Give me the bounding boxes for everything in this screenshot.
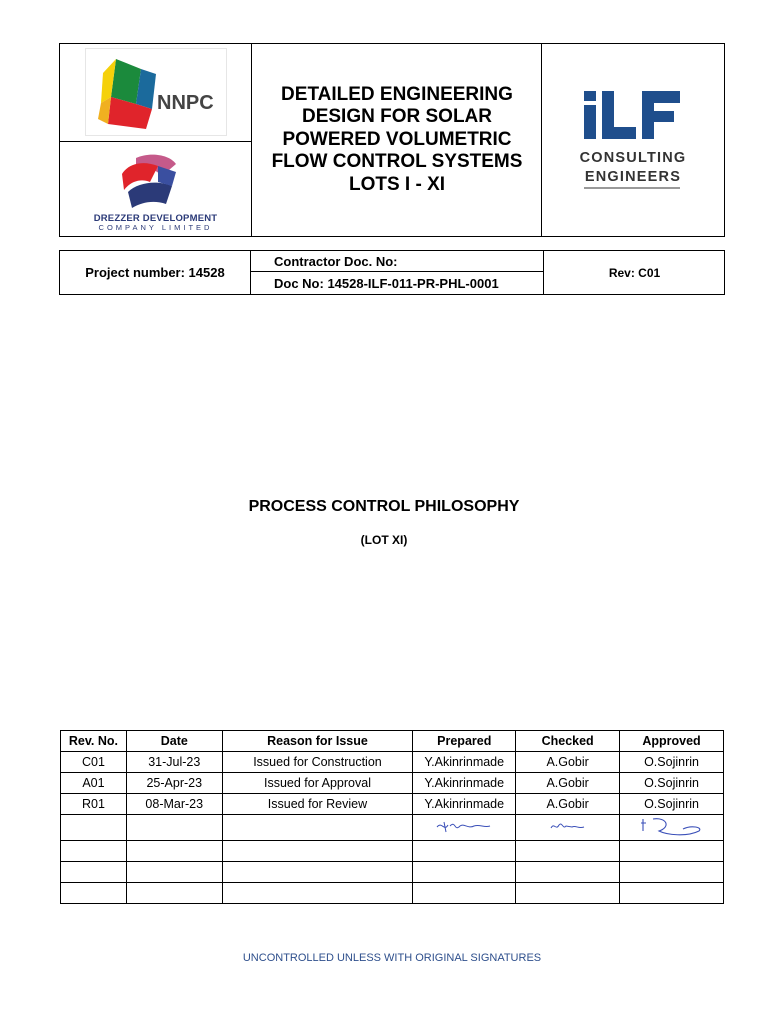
checked-signature-cell [516, 815, 620, 841]
revision-label: Rev: C01 [543, 251, 725, 294]
drezzer-company-name: DREZZER DEVELOPMENT [93, 213, 218, 224]
cell-reason: Issued for Review [222, 794, 413, 815]
doc-number: Doc No: 14528-ILF-011-PR-PHL-0001 [274, 276, 499, 291]
table-row-empty [61, 883, 724, 904]
title-line: LOTS I - XI [348, 173, 446, 195]
drezzer-logo-icon [114, 152, 184, 212]
document-subtitle: (LOT XI) [360, 533, 408, 547]
cell-prepared: Y.Akinrinmade [413, 752, 516, 773]
approved-signature-icon [637, 815, 707, 837]
project-number: Project number: 14528 [60, 251, 251, 294]
approved-signature-cell [620, 815, 724, 841]
table-row-empty [61, 841, 724, 862]
document-title: PROCESS CONTROL PHILOSOPHY [248, 498, 520, 515]
title-line: FLOW CONTROL SYSTEMS [271, 151, 523, 173]
drezzer-company-suffix: COMPANY LIMITED [98, 223, 213, 232]
cell-checked: A.Gobir [516, 773, 620, 794]
empty-cell [126, 815, 222, 841]
ilf-engineers-text: ENGINEERS [584, 169, 682, 185]
cell-prepared: Y.Akinrinmade [413, 794, 516, 815]
table-header-row [61, 731, 724, 752]
nnpc-logo-text: NNPC [157, 92, 214, 114]
table-row-empty [61, 862, 724, 883]
ilf-logo-cell [541, 44, 724, 236]
col-header-prepared: Prepared [413, 731, 516, 752]
cell-reason: Issued for Approval [222, 773, 413, 794]
project-title-cell [252, 44, 542, 236]
title-line: POWERED VOLUMETRIC [282, 128, 512, 150]
cell-date: 08-Mar-23 [126, 794, 222, 815]
prepared-signature-cell [413, 815, 516, 841]
table-row [61, 773, 724, 794]
project-info-row [59, 250, 725, 295]
nnpc-logo-cell [60, 44, 251, 142]
title-line: DETAILED ENGINEERING [281, 83, 513, 105]
document-header [59, 43, 725, 237]
cell-reason: Issued for Construction [222, 752, 413, 773]
empty-cell [61, 815, 127, 841]
col-header-rev-no: Rev. No. [61, 731, 127, 752]
cell-rev-no: C01 [61, 752, 127, 773]
cell-approved: O.Sojinrin [620, 794, 724, 815]
cell-checked: A.Gobir [516, 752, 620, 773]
table-row [61, 752, 724, 773]
contractor-doc-number: Contractor Doc. No: [251, 251, 543, 272]
ilf-consulting-text: CONSULTING [579, 150, 687, 166]
col-header-checked: Checked [516, 731, 620, 752]
signature-row [61, 815, 724, 841]
cell-date: 25-Apr-23 [126, 773, 222, 794]
cell-checked: A.Gobir [516, 794, 620, 815]
cell-rev-no: A01 [61, 773, 127, 794]
client-logos-cell [60, 44, 252, 236]
revision-table [60, 730, 724, 904]
prepared-signature-icon [434, 818, 494, 834]
table-row [61, 794, 724, 815]
footer-notice: UNCONTROLLED UNLESS WITH ORIGINAL SIGNATURES [242, 952, 542, 964]
cell-approved: O.Sojinrin [620, 773, 724, 794]
empty-cell [222, 815, 413, 841]
ilf-underline [584, 187, 680, 189]
checked-signature-icon [548, 819, 588, 833]
project-title [272, 84, 523, 197]
cell-rev-no: R01 [61, 794, 127, 815]
cell-date: 31-Jul-23 [126, 752, 222, 773]
nnpc-logo [85, 48, 227, 136]
ilf-logo-icon [584, 91, 682, 141]
nnpc-emblem-icon [86, 49, 226, 135]
title-line: DESIGN FOR SOLAR [301, 106, 492, 128]
col-header-approved: Approved [620, 731, 724, 752]
col-header-date: Date [126, 731, 222, 752]
col-header-reason: Reason for Issue [222, 731, 413, 752]
cell-prepared: Y.Akinrinmade [413, 773, 516, 794]
cell-approved: O.Sojinrin [620, 752, 724, 773]
